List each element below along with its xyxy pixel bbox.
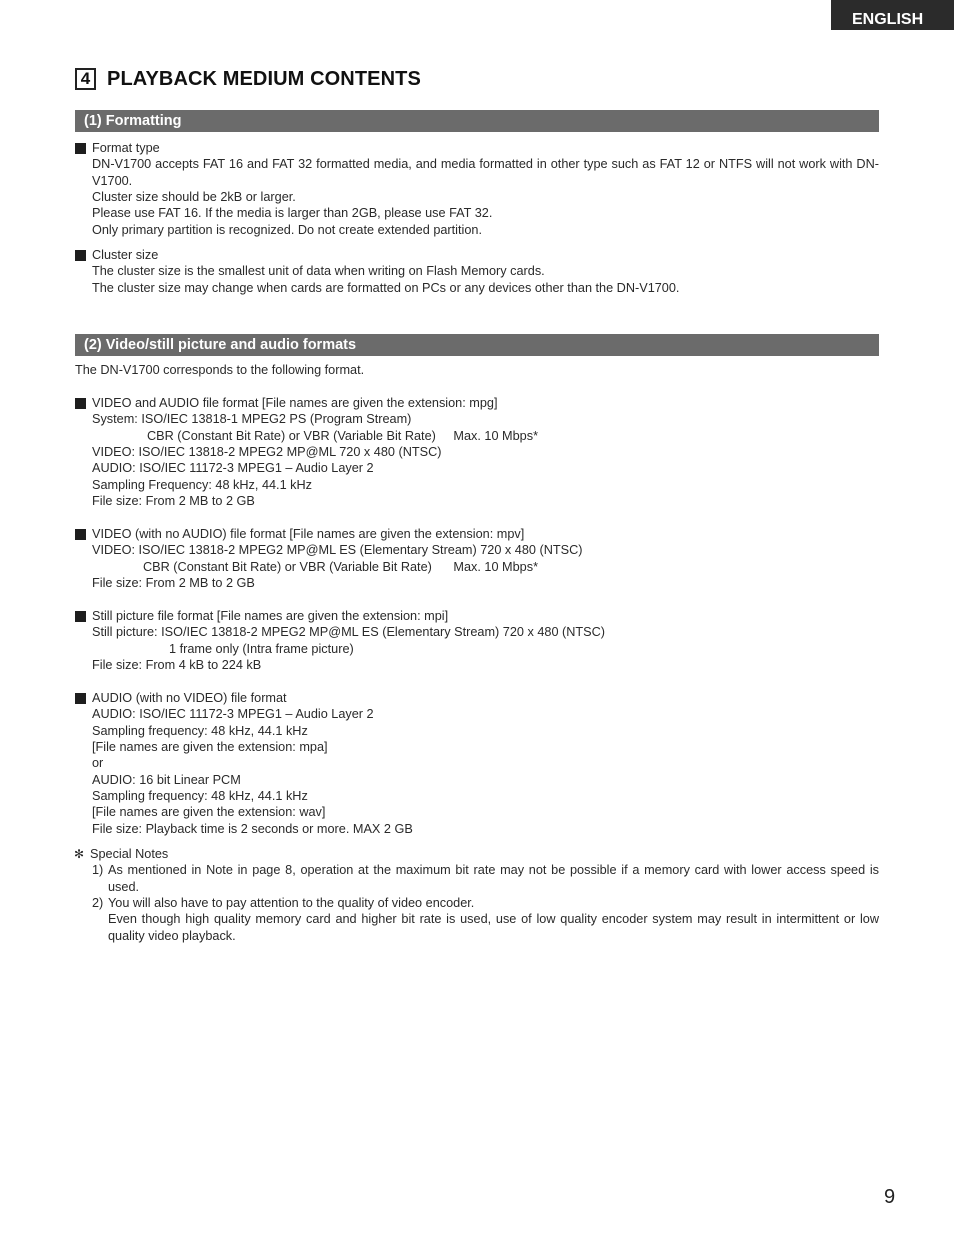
square-bullet-icon	[75, 143, 86, 154]
language-tab: ENGLISH	[831, 0, 954, 30]
sampling-line: Sampling Frequency: 48 kHz, 44.1 kHz	[92, 477, 313, 492]
audio-only-line: AUDIO: 16 bit Linear PCM	[92, 772, 241, 787]
note-item	[92, 862, 879, 895]
special-notes-block	[75, 846, 879, 944]
asterisk-icon: ✻	[74, 847, 85, 861]
cluster-size-line: The cluster size is the smallest unit of data when writing on Flash Memory cards.	[92, 264, 545, 279]
video-audio-label: VIDEO and AUDIO file format [File names are given the extension: mpg]	[92, 396, 498, 410]
max-bitrate: Max. 10 Mbps*	[453, 559, 539, 574]
cluster-size-label: Cluster size	[92, 248, 159, 262]
format-type-label: Format type	[92, 141, 160, 155]
max-bitrate: Max. 10 Mbps*	[453, 428, 539, 443]
still-format-block	[75, 608, 879, 673]
bitrate-line	[92, 428, 879, 444]
audio-only-line: AUDIO: ISO/IEC 11172-3 MPEG1 – Audio Layer 2	[92, 707, 374, 722]
still-picture-line: Still picture: ISO/IEC 13818-2 MPEG2 MP@ML ES (Elementary Stream) 720 x 480 (NTSC)	[92, 625, 606, 640]
audio-only-line: [File names are given the extension: mpa]	[92, 740, 328, 755]
note-number: 2)	[92, 896, 104, 911]
chapter-title: PLAYBACK MEDIUM CONTENTS	[107, 67, 421, 90]
note-text: As mentioned in Note in page 8, operation at the maximum bit rate may not be possible if a memory card with lower access speed is used.	[108, 863, 879, 894]
audio-only-format-block	[75, 690, 879, 837]
bitrate-mode: CBR (Constant Bit Rate) or VBR (Variable Bit Rate)	[143, 559, 432, 574]
format-type-line: DN-V1700 accepts FAT 16 and FAT 32 formatted media, and media formatted in other type such as FAT 12 or NTFS will not work with DN-V1700.	[92, 157, 879, 188]
audio-only-line: File size: Playback time is 2 seconds or more. MAX 2 GB	[92, 821, 413, 836]
note-text: You will also have to pay attention to the quality of video encoder.	[108, 896, 475, 911]
video-only-format-block	[75, 526, 879, 591]
square-bullet-icon	[75, 250, 86, 261]
audio-only-line: Sampling frequency: 48 kHz, 44.1 kHz	[92, 789, 308, 804]
square-bullet-icon	[75, 529, 86, 540]
audio-only-line: or	[92, 756, 104, 771]
page-title	[75, 66, 421, 92]
filesize-line: File size: From 2 MB to 2 GB	[92, 494, 255, 509]
still-label: Still picture file format [File names are given the extension: mpi]	[92, 609, 449, 623]
cluster-size-line: The cluster size may change when cards are formatted on PCs or any devices other than the DN-V1700.	[92, 280, 680, 295]
page-number: 9	[884, 1186, 896, 1208]
cluster-size-block	[75, 247, 879, 296]
square-bullet-icon	[75, 611, 86, 622]
video-line: VIDEO: ISO/IEC 13818-2 MPEG2 MP@ML 720 x 480 (NTSC)	[92, 445, 442, 460]
filesize-line: File size: From 2 MB to 2 GB	[92, 576, 255, 591]
format-type-line: Please use FAT 16. If the media is larger than 2GB, please use FAT 32.	[92, 206, 493, 221]
filesize-line: File size: From 4 kB to 224 kB	[92, 658, 262, 673]
audio-only-label: AUDIO (with no VIDEO) file format	[92, 691, 287, 705]
bitrate-line	[92, 559, 879, 575]
system-line: System: ISO/IEC 13818-1 MPEG2 PS (Program Stream)	[92, 412, 412, 427]
frame-line: 1 frame only (Intra frame picture)	[169, 641, 354, 656]
section-heading-formatting: (1) Formatting	[75, 110, 879, 132]
bitrate-mode: CBR (Constant Bit Rate) or VBR (Variable Bit Rate)	[147, 428, 436, 443]
formats-intro	[75, 362, 879, 378]
square-bullet-icon	[75, 398, 86, 409]
audio-line: AUDIO: ISO/IEC 11172-3 MPEG1 – Audio Layer 2	[92, 461, 374, 476]
note-text: Even though high quality memory card and higher bit rate is used, use of low quality encoder system may result in intermittent or low quality video playback.	[108, 912, 879, 943]
section-heading-formats: (2) Video/still picture and audio formats	[75, 334, 879, 356]
video-audio-format-block	[75, 395, 879, 509]
note-item	[92, 895, 879, 944]
format-type-block	[75, 140, 879, 238]
video-line: VIDEO: ISO/IEC 13818-2 MPEG2 MP@ML ES (Elementary Stream) 720 x 480 (NTSC)	[92, 543, 583, 558]
square-bullet-icon	[75, 693, 86, 704]
audio-only-line: [File names are given the extension: wav]	[92, 805, 326, 820]
intro-text: The DN-V1700 corresponds to the following format.	[75, 363, 365, 377]
note-number: 1)	[92, 863, 104, 878]
video-only-label: VIDEO (with no AUDIO) file format [File names are given the extension: mpv]	[92, 527, 525, 541]
format-type-line: Cluster size should be 2kB or larger.	[92, 190, 296, 205]
special-notes-label: Special Notes	[90, 847, 169, 861]
chapter-number-box: 4	[75, 68, 96, 90]
audio-only-line: Sampling frequency: 48 kHz, 44.1 kHz	[92, 723, 308, 738]
format-type-line: Only primary partition is recognized. Do not create extended partition.	[92, 222, 482, 237]
